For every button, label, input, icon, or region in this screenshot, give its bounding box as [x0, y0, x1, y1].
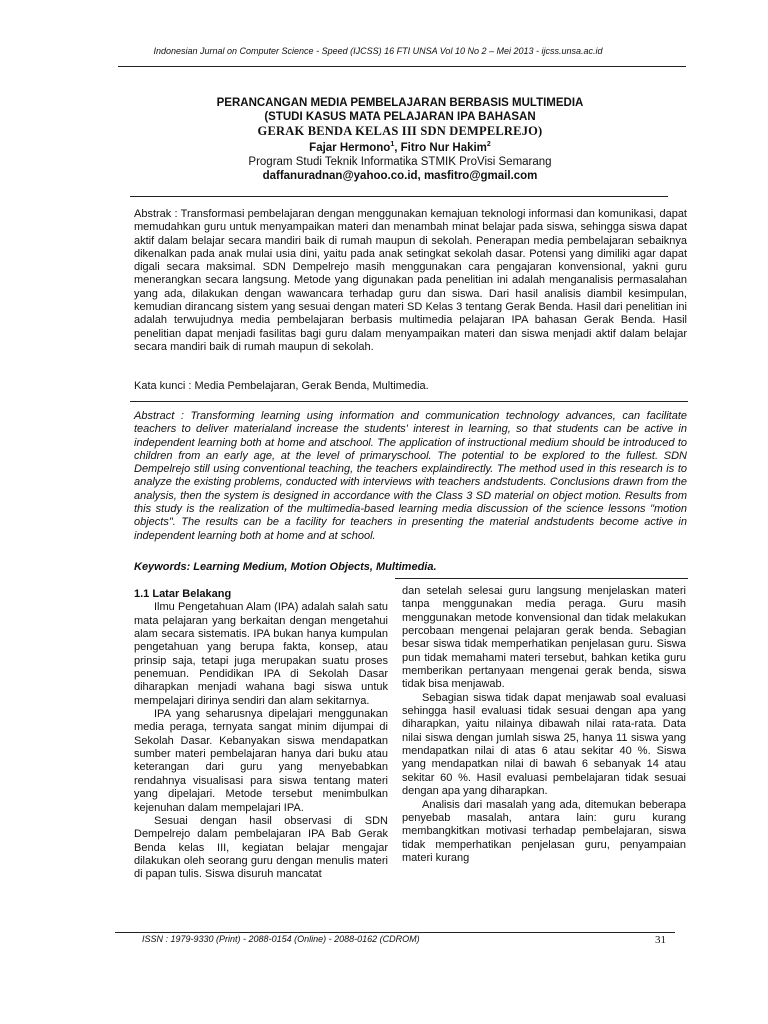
- body-paragraph: Analisis dari masalah yang ada, ditemukan beberapa penyebab masalah, antara lain: guru kurang membangkitkan motivasi terhadap pembelajaran, siswa tidak memperhatikan penjelasan guru, penyampaian materi kurang: [402, 798, 686, 864]
- kata-kunci: Kata kunci : Media Pembelajaran, Gerak Benda, Multimedia.: [134, 380, 429, 392]
- author-2: Fitro Nur Hakim: [400, 141, 487, 154]
- author-1: Fajar Hermono: [309, 141, 391, 154]
- footer-issn: ISSN : 1979-9330 (Print) - 2088-0154 (Online) - 2088-0162 (CDROM): [142, 934, 420, 944]
- running-head: Indonesian Jurnal on Computer Science - Speed (IJCSS) 16 FTI UNSA Vol 10 No 2 – Mei 2013 - ijcss.unsa.ac.id: [153, 46, 603, 56]
- section-heading: 1.1 Latar Belakang: [134, 588, 232, 600]
- body-paragraph-continued: dan setelah selesai guru langsung menjelaskan materi tanpa menggunakan media peraga. Guru masih menggunakan metode konvensional dan tidak melakukan percobaan mengenai pelajaran gerak benda. Sebagian besar siswa tidak memperhatikan penjelasan guru. Siswa pun tidak memahami materi tersebut, bahkan ketika guru memberikan pertanyaan mengenai gerak benda, siswa tidak bisa menjawab.: [402, 585, 686, 691]
- header-rule: [118, 66, 686, 67]
- body-column-left: [134, 588, 388, 918]
- footer-rule: [115, 932, 675, 933]
- body-column-right: [402, 585, 686, 915]
- keywords-english: Keywords: Learning Medium, Motion Objects, Multimedia.: [134, 561, 437, 573]
- abstract-english: Abstract : Transforming learning using information and communication technology advances, can facilitate teachers to deliver materialand increase the students' interest in learning, so that students can be active in independent learning both at home and atschool. The application of instructional medium should be introduced to children from an early age, at the level of primaryschool. The potential to be explored to the fullest. SDN Dempelrejo still using conventional teaching, the teachers explaindirectly. The method used in this research is to analyze the existing problems, conducted with interviews with teachers andstudents. Conclusions drawn from the analysis, then the system is designed in accordance with the Class 3 SD material on object motion. Results from this study is the realization of the multimedia-based learning media discussion of the science lessons "motion objects". The results can be a facility for teachers in presenting the material andstudents become active in independent learning both at home and at school.: [134, 410, 687, 542]
- author-separator: ,: [394, 141, 401, 154]
- keywords-rule: [130, 401, 688, 402]
- title-line-3: GERAK BENDA KELAS III SDN DEMPELREJO): [257, 124, 543, 138]
- title-line-2: (STUDI KASUS MATA PELAJARAN IPA BAHASAN: [264, 111, 536, 123]
- title-rule: [130, 196, 668, 197]
- author-1-sup: 1: [390, 141, 395, 148]
- title-line-1: PERANCANGAN MEDIA PEMBELAJARAN BERBASIS MULTIMEDIA: [216, 97, 584, 109]
- abstract-end-rule: [395, 578, 688, 579]
- affiliation: Program Studi Teknik Informatika STMIK ProVisi Semarang: [248, 155, 552, 168]
- author-2-sup: 2: [486, 141, 491, 148]
- title-block: [150, 96, 650, 183]
- page-number: 31: [655, 934, 666, 946]
- author-emails: daffanuradnan@yahoo.co.id, masfitro@gmail.com: [262, 169, 538, 182]
- body-paragraph: Sesuai dengan hasil observasi di SDN Dempelrejo dalam pembelajaran IPA Bab Gerak Benda kelas III, kegiatan belajar mengajar dilakukan oleh seorang guru dengan menulis materi di papan tulis. Siswa disuruh mancatat: [134, 814, 388, 881]
- abstrak-indonesian: Abstrak : Transformasi pembelajaran dengan menggunakan kemajuan teknologi informasi dan komunikasi, dapat memudahkan guru untuk menyampaikan materi dan menambah minat belajar pada siswa, sehingga siswa dapat aktif dalam belajar secara mandiri baik di rumah maupun di sekolah. Penerapan media pembelajaran sebaiknya dikenalkan pada anak mulai usia dini, yaitu pada anak setingkat sekolah dasar. Potensi yang dimiliki agar dapat digali secara maksimal. SDN Dempelrejo masih menggunakan cara pengajaran konvensional, yakni guru menerangkan secara langsung. Metode yang digunakan pada penelitian ini adalah menganalisis permasalahan yang ada, dilakukan dengan wawancara terhadap guru dan siswa. Dari hasil analisis diambil kesimpulan, kemudian dirancang sistem yang sesuai dengan materi SD Kelas 3 tentang Gerak Benda. Hasil dari penelitian ini adalah terwujudnya media pembelajaran berbasis multimedia pelajaran IPA bahasan Gerak Benda. Hasil penelitian dapat menjadi fasilitas bagi guru dalam menyampaikan materi dan siswa menjadi aktif dalam belajar secara mandiri baik di rumah maupun di sekolah.: [134, 208, 687, 353]
- body-paragraph: Ilmu Pengetahuan Alam (IPA) adalah salah satu mata pelajaran yang berkaitan dengan mengetahui alam secara sistematis. IPA bukan hanya kumpulan pengetahuan yang berupa fakta, konsep, atau prinsip saja, tetapi juga merupakan suatu proses penemuan. Pendidikan IPA di Sekolah Dasar diharapkan menjadi wahana bagi siswa untuk mempelajari dirinya sendiri dan alam sekitarnya.: [134, 601, 388, 707]
- authors: [150, 138, 650, 155]
- body-paragraph: Sebagian siswa tidak dapat menjawab soal evaluasi sehingga hasil evaluasi tidak sesuai dengan apa yang diharapkan, yaitu nilainya dibawah nilai rata-rata. Data nilai siswa dengan jumlah siswa 25, hanya 11 siswa yang mendapatkan nilai di atas 6 atau sekitar 40 %. Siswa yang mendapatkan nilai di bawah 6 sebanyak 14 atau sekitar 60 %. Hasil evaluasi pembelajaran tidak sesuai dengan apa yang diharapkan.: [402, 691, 686, 798]
- body-paragraph: IPA yang seharusnya dipelajari menggunakan media peraga, ternyata sangat minim dijumpai di Sekolah Dasar. Kebanyakan siswa mendapatkan sumber materi pembelajaran hanya dari buku atau keterangan dari guru yang menyebabkan rendahnya visualisasi para siswa tentang materi yang dipelajari. Metode tersebut menimbulkan kejenuhan dalam mempelajari IPA.: [134, 708, 388, 814]
